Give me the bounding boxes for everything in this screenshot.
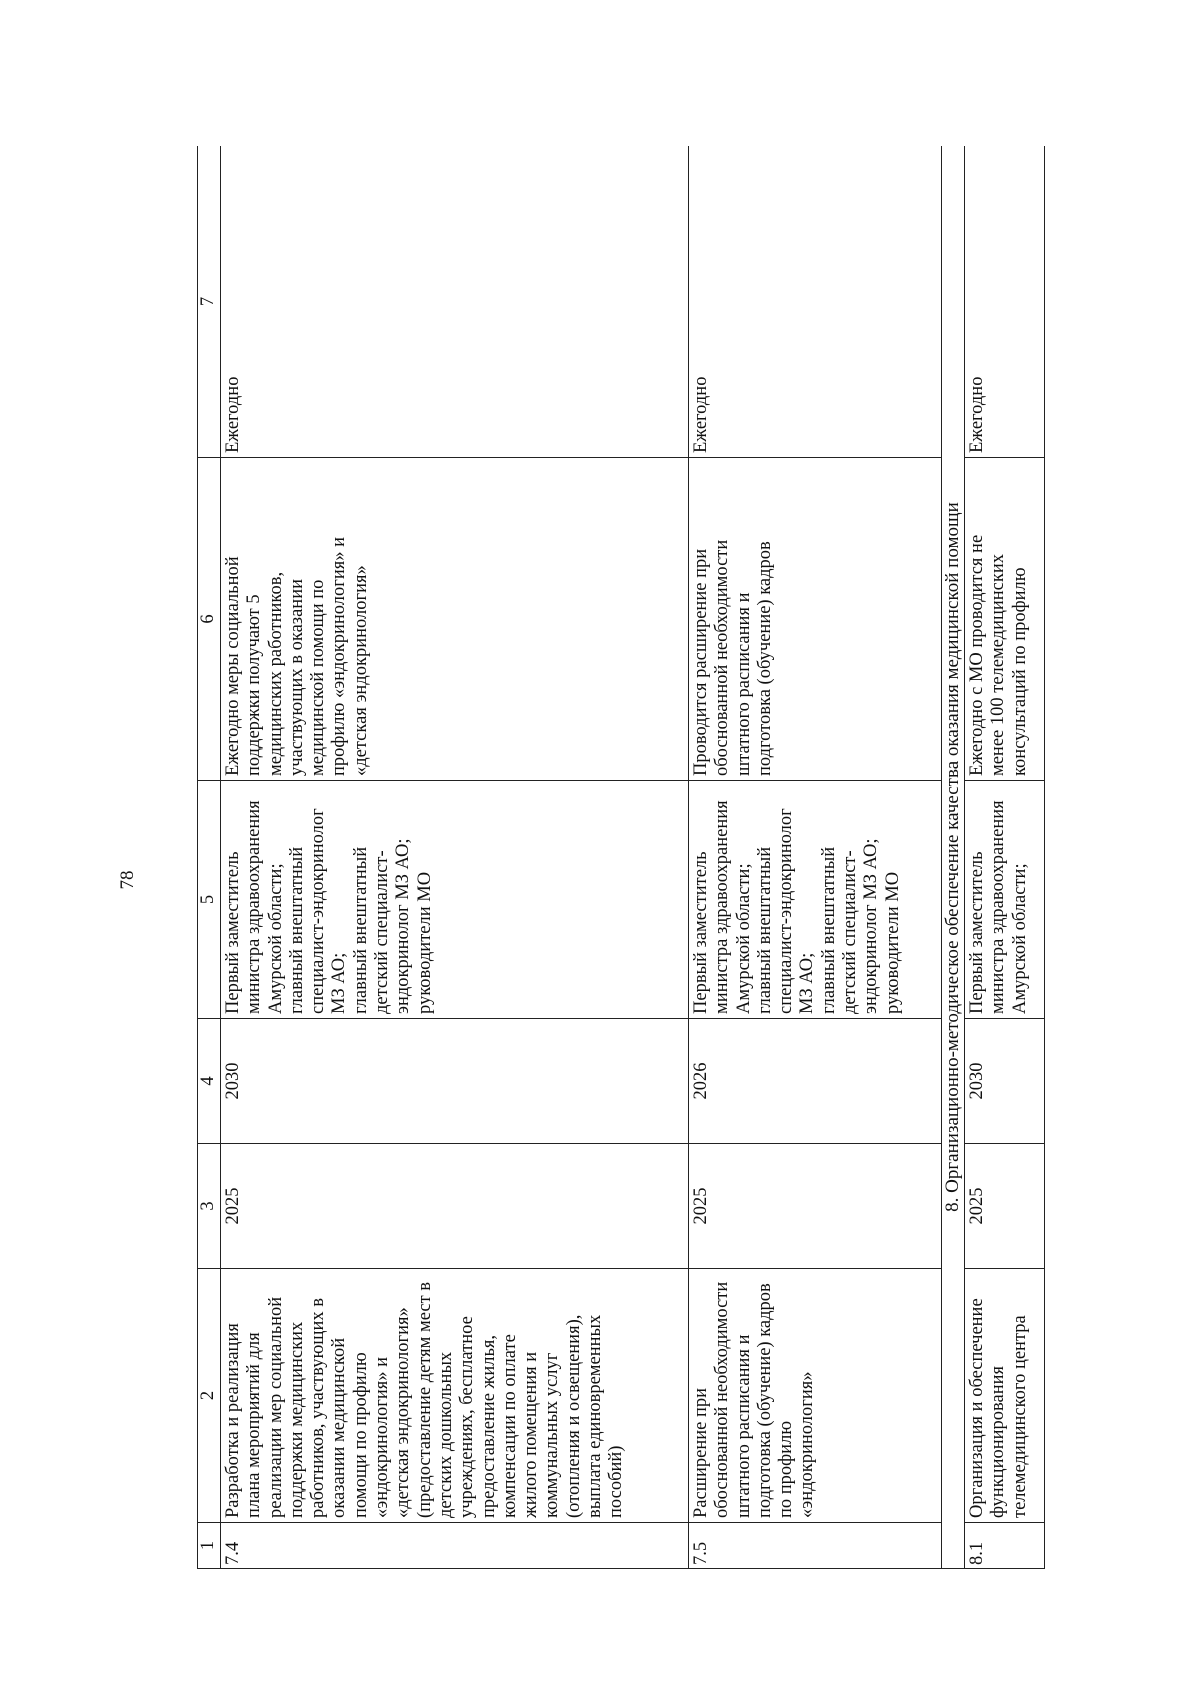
cell-line: МЗ АО; xyxy=(329,952,350,1014)
cell-line: менее 100 телемедицинских xyxy=(988,553,1009,776)
cell-line: компенсации по оплате xyxy=(499,1334,520,1518)
cell-line: жилого помещения и xyxy=(521,1351,542,1518)
result-cell xyxy=(221,458,689,781)
activity-cell xyxy=(689,1269,942,1523)
cell-line: коммунальных услуг xyxy=(542,1352,563,1518)
period-cell: Ежегодно xyxy=(965,146,1045,458)
cell-line: телемедицинского центра xyxy=(1009,1315,1030,1518)
responsible-cell xyxy=(221,781,689,1019)
cell-line: МЗ АО; xyxy=(797,952,818,1014)
cell-line: работников, участвующих в xyxy=(308,1297,329,1518)
column-header-6: 6 xyxy=(198,458,221,781)
cell-line: медицинских работников, xyxy=(265,571,286,776)
cell-line: главный внештатный xyxy=(754,846,775,1014)
column-header-4: 4 xyxy=(198,1019,221,1144)
cell-line: Организация и обеспечение xyxy=(967,1298,987,1518)
cell-line: профилю «эндокринология» и xyxy=(329,536,350,776)
cell-line: консультаций по профилю xyxy=(1009,567,1030,776)
cell-line: (предоставление детям мест в xyxy=(414,1281,435,1518)
cell-line: Ежегодно с МО проводится не xyxy=(967,534,987,776)
activity-cell xyxy=(221,1269,689,1523)
start-year-cell: 2025 xyxy=(221,1144,689,1269)
cell-line: детский специалист- xyxy=(840,850,861,1014)
cell-line: Проводится расширение при xyxy=(691,548,711,776)
row-number: 7.5 xyxy=(689,1523,942,1569)
cell-line: по профилю xyxy=(776,1420,797,1518)
cell-line: обоснованной необходимости xyxy=(712,539,733,776)
cell-line: министра здравоохранения xyxy=(244,800,265,1014)
cell-line: Амурской области; xyxy=(265,863,286,1014)
cell-line: предоставление жилья, xyxy=(478,1334,499,1518)
cell-line: «эндокринология» и xyxy=(372,1356,393,1518)
responsible-cell xyxy=(965,781,1045,1019)
cell-line: Первый заместитель xyxy=(967,851,987,1014)
cell-line: подготовка (обучение) кадров xyxy=(754,541,775,776)
cell-line: «детская эндокринология» xyxy=(393,1307,414,1518)
end-year-cell: 2026 xyxy=(689,1019,942,1144)
cell-line: (отопления и освещения), xyxy=(563,1314,584,1518)
cell-line: специалист-эндокринолог xyxy=(308,808,329,1014)
column-header-3: 3 xyxy=(198,1144,221,1269)
cell-line: «эндокринология» xyxy=(797,1371,818,1518)
cell-line: пособий) xyxy=(606,1445,627,1518)
column-header-7: 7 xyxy=(198,146,221,458)
cell-line: министра здравоохранения xyxy=(712,800,733,1014)
cell-line: Расширение при xyxy=(691,1387,711,1518)
result-cell xyxy=(965,458,1045,781)
cell-line: Амурской области; xyxy=(733,863,754,1014)
cell-line: учреждениях, бесплатное xyxy=(457,1316,478,1518)
cell-line: главный внештатный xyxy=(350,846,371,1014)
row-number: 7.4 xyxy=(221,1523,689,1569)
column-header-5: 5 xyxy=(198,781,221,1019)
cell-line: «детская эндокринология» xyxy=(350,565,371,776)
result-cell xyxy=(689,458,942,781)
cell-line: детский специалист- xyxy=(372,850,393,1014)
column-number-row xyxy=(198,146,221,1569)
rotated-landscape-table xyxy=(197,146,1058,1569)
plan-table-area xyxy=(197,146,1058,1569)
cell-line: главный внештатный xyxy=(818,846,839,1014)
period-cell: Ежегодно xyxy=(221,146,689,458)
cell-line: выплата единовременных xyxy=(585,1314,606,1518)
cell-line: главный внештатный xyxy=(286,846,307,1014)
cell-line: штатного расписания и xyxy=(733,592,754,776)
start-year-cell: 2025 xyxy=(689,1144,942,1269)
cell-line: функционирования xyxy=(988,1365,1009,1518)
cell-line: эндокринолог МЗ АО; xyxy=(393,838,414,1014)
cell-line: помощи по профилю xyxy=(350,1352,371,1518)
cell-line: Первый заместитель xyxy=(691,851,711,1014)
cell-line: эндокринолог МЗ АО; xyxy=(861,838,882,1014)
cell-line: подготовка (обучение) кадров xyxy=(754,1283,775,1518)
cell-line: медицинской помощи по xyxy=(308,579,329,776)
cell-line: поддержки медицинских xyxy=(286,1321,307,1518)
activity-cell xyxy=(965,1269,1045,1523)
end-year-cell: 2030 xyxy=(221,1019,689,1144)
cell-line: специалист-эндокринолог xyxy=(776,808,797,1014)
cell-line: реализации мер социальной xyxy=(265,1296,286,1518)
row-number: 8.1 xyxy=(965,1523,1045,1569)
section-title: 8. Организационно-методическое обеспечение качества оказания медицинской помощи xyxy=(942,146,965,1569)
cell-line: участвующих в оказании xyxy=(286,578,307,776)
cell-line: обоснованной необходимости xyxy=(712,1281,733,1518)
cell-line: руководители МО xyxy=(882,871,903,1014)
section-heading-row xyxy=(942,146,965,1569)
cell-line: оказании медицинской xyxy=(329,1337,350,1518)
column-header-2: 2 xyxy=(198,1269,221,1523)
table-row xyxy=(689,146,942,1569)
cell-line: детских дошкольных xyxy=(435,1351,456,1518)
cell-line: плана мероприятий для xyxy=(244,1332,265,1518)
cell-line: министра здравоохранения xyxy=(988,800,1009,1014)
page-number: 78 xyxy=(117,870,138,890)
table-row xyxy=(221,146,689,1569)
start-year-cell: 2025 xyxy=(965,1144,1045,1269)
cell-line: поддержки получают 5 xyxy=(244,594,265,776)
cell-line: Ежегодно меры социальной xyxy=(223,556,243,776)
column-header-1: 1 xyxy=(198,1523,221,1569)
cell-line: руководители МО xyxy=(414,871,435,1014)
cell-line: Разработка и реализация xyxy=(223,1323,243,1518)
cell-line: Первый заместитель xyxy=(223,851,243,1014)
cell-line: штатного расписания и xyxy=(733,1334,754,1518)
table-row xyxy=(965,146,1045,1569)
end-year-cell: 2030 xyxy=(965,1019,1045,1144)
cell-line: Амурской области; xyxy=(1009,863,1030,1014)
responsible-cell xyxy=(689,781,942,1019)
period-cell: Ежегодно xyxy=(689,146,942,458)
action-plan-table xyxy=(197,146,1045,1569)
